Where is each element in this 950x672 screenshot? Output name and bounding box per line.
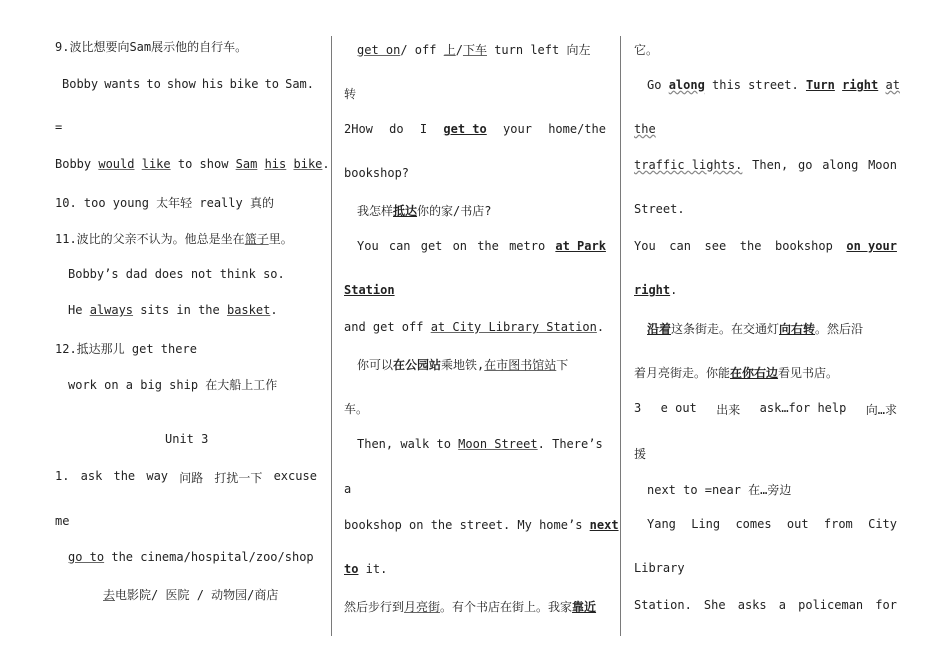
word: Ling bbox=[691, 517, 721, 531]
underlined-term: at bbox=[885, 78, 900, 92]
text-line: go to the cinema/hospital/zoo/shop bbox=[68, 550, 314, 564]
text-line: 11.波比的父亲不认为。他总是坐在篮子里。 bbox=[55, 232, 293, 246]
text-line: get on/ off 上/下车 turn left 向左 bbox=[357, 43, 591, 57]
underlined-term: Sam bbox=[235, 157, 258, 171]
underlined-term: Moon Street bbox=[458, 437, 538, 451]
word: Then, bbox=[752, 158, 789, 172]
word: home/the bbox=[548, 122, 606, 136]
word: excuse bbox=[273, 469, 317, 483]
text-line: 然后步行到月亮街。有个书店在街上。我家靠近 bbox=[344, 600, 597, 614]
word: on bbox=[452, 239, 468, 253]
word: show bbox=[166, 77, 196, 91]
word: I bbox=[419, 122, 428, 136]
word: to bbox=[264, 77, 280, 91]
text-line: right. bbox=[634, 283, 678, 297]
text-line bbox=[62, 77, 314, 91]
underlined-term: 在市图书馆站 bbox=[484, 358, 557, 372]
word: to bbox=[146, 77, 161, 91]
text-line: 9.波比想要向Sam展示他的自行车。 bbox=[55, 40, 248, 54]
text-line bbox=[647, 517, 897, 531]
word: Yang bbox=[647, 517, 676, 531]
underlined-term: bike bbox=[293, 157, 323, 171]
word: 向…求 bbox=[865, 403, 897, 417]
key-phrase: on your bbox=[846, 239, 897, 253]
text-line: = bbox=[55, 120, 63, 134]
text-line: 12.抵达那儿 get there bbox=[55, 342, 197, 356]
underlined-term: traffic lights. bbox=[634, 158, 743, 172]
word: your bbox=[503, 122, 532, 136]
key-phrase: get to bbox=[443, 122, 487, 136]
text-line: He always sits in the basket. bbox=[68, 303, 278, 317]
word: City bbox=[868, 517, 897, 531]
word: asks bbox=[737, 598, 767, 612]
text-line: bookshop? bbox=[344, 166, 410, 180]
text-line: Library bbox=[634, 561, 685, 575]
key-phrase: Station bbox=[344, 283, 395, 297]
text-line: Then, walk to Moon Street. There’s bbox=[357, 437, 603, 451]
text-line: 10. too young 太年轻 really 真的 bbox=[55, 196, 274, 210]
word: wants bbox=[104, 77, 141, 91]
key-phrase: along bbox=[668, 78, 705, 92]
text-line bbox=[357, 239, 606, 253]
word: 1. bbox=[55, 469, 70, 483]
underlined-term: the bbox=[634, 122, 656, 136]
word: out bbox=[786, 517, 809, 531]
word: Station. bbox=[634, 598, 692, 612]
key-phrase: Turn bbox=[805, 78, 835, 92]
text-line: and get off at City Library Station. bbox=[344, 320, 605, 334]
key-phrase: next bbox=[589, 518, 619, 532]
text-line: Bobby’s dad does not think so. bbox=[68, 267, 285, 281]
underlined-term: 篮子 bbox=[244, 232, 269, 246]
underlined-term: 下车 bbox=[462, 43, 487, 57]
key-phrase: to bbox=[344, 562, 359, 576]
word: a bbox=[778, 598, 786, 612]
key-phrase: 向右转 bbox=[779, 322, 816, 336]
text-line: 我怎样抵达你的家/书店? bbox=[357, 204, 492, 218]
word: his bbox=[201, 77, 224, 91]
word: Moon bbox=[868, 158, 897, 172]
text-line bbox=[55, 469, 317, 486]
column-divider bbox=[331, 36, 332, 636]
text-line bbox=[634, 401, 897, 418]
word: go bbox=[798, 158, 813, 172]
column-divider bbox=[620, 36, 621, 636]
text-line: 沿着这条街走。在交通灯向右转。然后沿 bbox=[647, 322, 864, 336]
word: bike bbox=[229, 77, 259, 91]
underlined-term: at City Library Station bbox=[430, 320, 597, 334]
word: policeman bbox=[798, 598, 864, 612]
text-line bbox=[634, 598, 897, 612]
word: bookshop bbox=[775, 239, 833, 253]
key-phrase: at Park bbox=[555, 239, 606, 253]
underlined-term: get on bbox=[357, 43, 401, 57]
word: along bbox=[822, 158, 859, 172]
word: metro bbox=[509, 239, 546, 253]
word: from bbox=[823, 517, 853, 531]
text-line bbox=[344, 122, 606, 136]
text-line: Street. bbox=[634, 202, 685, 216]
word: 出来 bbox=[716, 403, 741, 417]
text-line: 你可以在公园站乘地铁,在市图书馆站下 bbox=[357, 358, 569, 372]
section-heading: Unit 3 bbox=[165, 432, 209, 446]
word: the bbox=[739, 239, 762, 253]
text-line bbox=[634, 239, 897, 253]
text-line: a bbox=[344, 482, 352, 496]
word: 打扰一下 bbox=[214, 471, 263, 485]
word: comes bbox=[735, 517, 772, 531]
text-line: 援 bbox=[634, 447, 647, 461]
key-phrase: right bbox=[842, 78, 879, 92]
text-line: 车。 bbox=[344, 402, 369, 416]
text-line bbox=[634, 158, 897, 172]
word: ask…for help bbox=[759, 401, 847, 415]
word: see bbox=[704, 239, 727, 253]
word: way bbox=[146, 469, 169, 483]
text-line: 它。 bbox=[634, 43, 659, 57]
text-line: next to =near 在…旁边 bbox=[647, 483, 792, 497]
underlined-term: always bbox=[89, 303, 134, 317]
word: the bbox=[477, 239, 499, 253]
underlined-term: 月亮街 bbox=[404, 600, 441, 614]
key-phrase: right bbox=[634, 283, 671, 297]
word: Bobby bbox=[62, 77, 99, 91]
word: get bbox=[420, 239, 443, 253]
key-phrase: 抵达 bbox=[393, 204, 418, 218]
word: can bbox=[669, 239, 691, 253]
key-phrase: 靠近 bbox=[572, 600, 597, 614]
underlined-term: go to bbox=[68, 550, 105, 564]
key-phrase: 在你右边 bbox=[730, 366, 779, 380]
word: ask bbox=[80, 469, 103, 483]
underlined-term: 上 bbox=[443, 43, 456, 57]
text-line: me bbox=[55, 514, 70, 528]
word: do bbox=[389, 122, 404, 136]
word: You bbox=[357, 239, 379, 253]
word: She bbox=[703, 598, 726, 612]
column-1 bbox=[0, 0, 330, 672]
text-line: Bobby would like to show Sam his bike. bbox=[55, 157, 330, 171]
word: Sam. bbox=[285, 77, 314, 91]
text-line: work on a big ship 在大船上工作 bbox=[68, 378, 278, 392]
word: for bbox=[875, 598, 897, 612]
word: e out bbox=[660, 401, 697, 415]
word: 问路 bbox=[179, 471, 204, 485]
text-line: to it. bbox=[344, 562, 388, 576]
text-line: Go along this street. Turn right at bbox=[647, 78, 900, 92]
text-line: 转 bbox=[344, 87, 357, 101]
word: 3 bbox=[634, 401, 642, 415]
underlined-term: like bbox=[141, 157, 171, 171]
column-2 bbox=[333, 0, 620, 672]
word: 2How bbox=[344, 122, 373, 136]
key-phrase: 沿着 bbox=[647, 322, 672, 336]
underlined-term: 去 bbox=[103, 588, 116, 602]
word: You bbox=[634, 239, 656, 253]
word: can bbox=[388, 239, 411, 253]
text-line: 着月亮街走。你能在你右边看见书店。 bbox=[634, 366, 839, 380]
word: the bbox=[113, 469, 136, 483]
underlined-term: basket bbox=[226, 303, 271, 317]
key-phrase: 在公园站 bbox=[393, 358, 442, 372]
text-line: 去电影院/ 医院 / 动物园/商店 bbox=[103, 588, 279, 602]
column-3 bbox=[622, 0, 950, 672]
underlined-term: would bbox=[98, 157, 135, 171]
text-line: bookshop on the street. My home’s next bbox=[344, 518, 619, 532]
underlined-term: his bbox=[264, 157, 287, 171]
